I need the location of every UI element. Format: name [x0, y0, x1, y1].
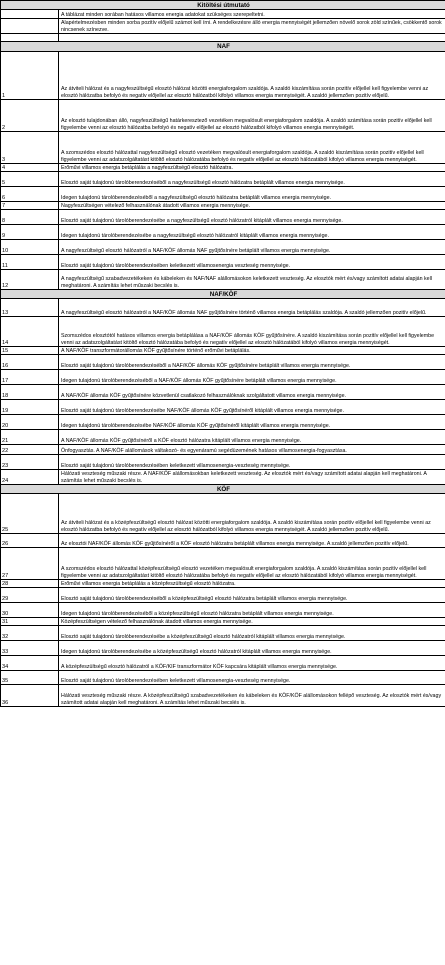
row-number: 25 — [1, 494, 59, 534]
instruction-text: Alapértelmezésben minden sorba pozitív előjelű számot kell írni. A rendelkezésre álló energia mennyiségét jellemzően növelő sorok zöld színűek, csökkentő sorok nincsenek színezve. — [59, 19, 445, 34]
row-number: 14 — [1, 317, 59, 347]
table-row — [1, 455, 445, 470]
row-description: A nagyfeszültségű elosztó hálózatról a NAF/KÖF állomás NAF gyűjtősínére történő villamos energia betáplálás szaldója. A szaldó jellemzően pozitív előjelű. — [59, 299, 445, 317]
table-row — [1, 671, 445, 685]
row-description: Nagyfeszültségen vételező felhasználónak átadott villamos energia mennyisége. — [59, 202, 445, 210]
row-number: 24 — [1, 470, 59, 485]
table-row — [1, 100, 445, 132]
table-row — [1, 299, 445, 317]
table-row — [1, 445, 445, 455]
row-description: Elosztó saját tulajdonú tárolóberendezéséből a nagyfeszültségű elosztó hálózatra betáplált villamos energia mennyisége. — [59, 172, 445, 187]
row-number: 30 — [1, 603, 59, 618]
table-row — [1, 210, 445, 225]
row-number: 32 — [1, 626, 59, 641]
row-number: 15 — [1, 347, 59, 355]
row-number: 16 — [1, 355, 59, 370]
table-row — [1, 317, 445, 347]
row-description: Idegen tulajdonú tárolóberendezéséből a nagyfeszültségű elosztó hálózatra betáplált villamos energia mennyisége. — [59, 187, 445, 202]
table-row — [1, 172, 445, 187]
table-row — [1, 270, 445, 290]
row-number: 13 — [1, 299, 59, 317]
row-number: 34 — [1, 656, 59, 671]
row-description: Erőművi villamos energia betáplálás a középfeszültségű elosztó hálózatra. — [59, 580, 445, 588]
table-row — [1, 187, 445, 202]
section-header-row — [1, 42, 445, 52]
row-number: 21 — [1, 430, 59, 445]
row-number: 29 — [1, 588, 59, 603]
row-number: 12 — [1, 270, 59, 290]
table-row — [1, 415, 445, 430]
row-description: Idegen tulajdonú tárolóberendezésébe a nagyfeszültségű elosztó hálózatról kitáplált villamos energia mennyisége. — [59, 225, 445, 240]
row-number: 2 — [1, 100, 59, 132]
table-row — [1, 385, 445, 400]
table-row — [1, 225, 445, 240]
row-number: 26 — [1, 534, 59, 548]
row-number: 6 — [1, 187, 59, 202]
instruction-number-cell — [1, 10, 59, 19]
instructions-title: Kitöltési útmutató — [1, 1, 445, 10]
row-number: 28 — [1, 580, 59, 588]
instructions-table-body — [1, 1, 445, 707]
row-description: A szomszédos elosztó hálózattal nagyfeszültségű elosztó vezetéken megvalósult energiaforgalom szaldója. A szaldó kiszámítása során pozitív előjellel kell figyelembe venni az adatszolgáltatást kitöltő elosztó hálózatába befolyó és negatív előjellel az elosztó hálózatából kifolyó villamos energia mennyiségét. — [59, 132, 445, 164]
row-description: Idegen tulajdonú tárolóberendezésébe NAF/KÖF állomás KÖF gyűjtősínéről kitáplált villamos energia mennyisége. — [59, 415, 445, 430]
table-row — [1, 618, 445, 626]
section-title: KÖF — [1, 485, 445, 494]
table-row — [1, 588, 445, 603]
row-description: Hálózati veszteség műszaki része. A NAF/KÖF alállomásokban keletkezett veszteség. Az elosztók mért és/vagy számított adatai alapján kell meghatároni. A számítás lehet műszaki becslés is. — [59, 470, 445, 485]
table-row — [1, 548, 445, 580]
row-number: 27 — [1, 548, 59, 580]
row-number: 11 — [1, 255, 59, 270]
row-number: 18 — [1, 385, 59, 400]
row-number: 3 — [1, 132, 59, 164]
instruction-text: A táblázat minden sorában hatásos villamos energia adatokat szükséges szerepeltetni. — [59, 10, 445, 19]
row-description: Elosztó saját tulajdonú tárolóberendezésében keletkezett villamosenergia-veszteség mennyisége. — [59, 671, 445, 685]
row-description: Középfeszültségen vételező felhasználónak átadott villamos energia mennyisége. — [59, 618, 445, 626]
row-description: Idegen tulajdonú tárolóberendezéséből a NAF/KÖF állomás KÖF gyűjtősínére betáplált villamos energia mennyisége. — [59, 370, 445, 385]
table-row — [1, 641, 445, 656]
spacer-row — [1, 34, 445, 42]
row-description: A NAF/KÖF állomás KÖF gyűjtősínéről a KÖF elosztó hálózatra kitáplált villamos energia mennyisége. — [59, 430, 445, 445]
table-row — [1, 470, 445, 485]
row-number: 7 — [1, 202, 59, 210]
table-row — [1, 370, 445, 385]
row-description: Szomszédos elosztótól hatásos villamos energia betáplálása a NAF/KÖF állomás KÖF gyűjtősínére. A szaldó kiszámítása során pozitív előjellel kell figyelembe venni az adatszolgáltatást kitöltő elosztó hálózatába befolyó és negatív előjellel az elosztó hálózatából kifolyó villamos energia mennyiségét. — [59, 317, 445, 347]
row-description: Idegen tulajdonú tárolóberendezésébe a középfeszültségű elosztó hálózatról kitáplált villamos energia mennyisége. — [59, 641, 445, 656]
table-row — [1, 52, 445, 100]
row-description: Elosztó saját tulajdonú tárolóberendezésében keletkezett villamosenergia-veszteség mennyisége. — [59, 455, 445, 470]
table-row — [1, 132, 445, 164]
row-description: Elosztó saját tulajdonú tárolóberendezéséből a NAF/KÖF állomás KÖF gyűjtősínére betáplált villamos energia mennyisége. — [59, 355, 445, 370]
row-description: A középfeszültségű elosztó hálózatról a KÖF/KIF transzformátor KÖF kapcsára kitáplált villamos energia mennyisége. — [59, 656, 445, 671]
table-row — [1, 255, 445, 270]
row-number: 1 — [1, 52, 59, 100]
table-row — [1, 534, 445, 548]
row-description: Az átviteli hálózat és a nagyfeszültségű elosztó hálózat közötti energiaforgalom szaldója. A szaldó kiszámítása során pozitív előjellel kell figyelembe venni az elosztó hálózatba befolyó és negatív előjellel az elosztó hálózatból kifolyó villamos energia mennyiségét. A szaldó jellemzően pozitív előjelű. — [59, 52, 445, 100]
row-description: A nagyfeszültségű szabadvezetékeken és kábeleken és NAF/NAF alállomásokon keletkezett veszteség. Az elosztók mért és/vagy számított adatai alapján kell meghatároni. A számítás lehet műszaki becslés is. — [59, 270, 445, 290]
table-row — [1, 494, 445, 534]
table-row — [1, 685, 445, 707]
row-number: 19 — [1, 400, 59, 415]
row-description: Az elosztó tulajdonában álló, nagyfeszültségű határkeresztező vezetéken megvalósult energiaforgalom szaldója. A szaldó számítása során pozitív előjellel kell figyelembe venni az elosztó hálózatba befolyó és negatív előjellel az elosztó hálózatból kifolyó villamos energia mennyiségét. — [59, 100, 445, 132]
row-description: Elosztó saját tulajdonú tárolóberendezésébe a középfeszültségű elosztó hálózatról kitáplált villamos energia mennyisége. — [59, 626, 445, 641]
row-description: Idegen tulajdonú tárolóberendezéséből a középfeszültségű elosztó hálózatra betáplált villamos energia mennyisége. — [59, 603, 445, 618]
table-row — [1, 355, 445, 370]
row-number: 20 — [1, 415, 59, 430]
table-row — [1, 626, 445, 641]
row-number: 10 — [1, 240, 59, 255]
section-header-row — [1, 290, 445, 299]
row-description: Az elosztói NAF/KÖF állomás KÖF gyűjtősínéről a KÖF elosztó hálózatra betáplált villamos energia mennyisége. A szaldó jellemzően pozitív előjelű. — [59, 534, 445, 548]
row-description: Az átviteli hálózat és a középfeszültségű elosztó hálózat közötti energiaforgalom szaldója. A szaldó kiszámítása során pozitív előjellel kell figyelembe venni az elosztó hálózatba befolyó és negatív előjellel az elosztó hálózatból kifolyó villamos energia mennyiségét. A szaldó jellemzően pozitív előjelű. — [59, 494, 445, 534]
row-description: Elosztó saját tulajdonú tárolóberendezésében keletkezett villamosenergia veszteség mennyisége. — [59, 255, 445, 270]
table-row — [1, 400, 445, 415]
row-description: A nagyfeszültségű elosztó hálózatról a NAF/KÖF állomás NAF gyűjtősínére betáplált villamos energia mennyisége. — [59, 240, 445, 255]
instruction-row — [1, 10, 445, 19]
row-number: 22 — [1, 445, 59, 455]
table-row — [1, 202, 445, 210]
row-number: 33 — [1, 641, 59, 656]
table-row — [1, 580, 445, 588]
row-number: 4 — [1, 164, 59, 172]
section-title: NAF — [1, 42, 445, 52]
row-description: Hálózati veszteség műszaki része. A középfeszültségű szabadvezetékeken és kábeleken és KÖF/KÖF alállomásokon fellépő veszteség. Az elosztók mért és/vagy számított adatai alapján kell meghatároni. A számítás lehet műszaki becslés is. — [59, 685, 445, 707]
row-number: 9 — [1, 225, 59, 240]
section-header-row — [1, 485, 445, 494]
spacer-cell — [1, 34, 59, 42]
spacer-cell — [59, 34, 445, 42]
table-row — [1, 430, 445, 445]
row-description: Önfogyasztás. A NAF/KÖF alállomások váltakozó- és egyenáramú segédüzemének hatásos villamosenergia-fogyasztása. — [59, 445, 445, 455]
row-description: Erőművi villamos energia betáplálás a nagyfeszültségű elosztó hálózatra. — [59, 164, 445, 172]
instructions-header-row — [1, 1, 445, 10]
row-description: A NAF/KÖF állomás KÖF gyűjtősínére közvetlenül csatlakozó felhasználóknak szolgáltatott villamos energia mennyisége. — [59, 385, 445, 400]
row-number: 31 — [1, 618, 59, 626]
row-number: 23 — [1, 455, 59, 470]
section-title: NAF/KÖF — [1, 290, 445, 299]
table-row — [1, 347, 445, 355]
table-row — [1, 240, 445, 255]
row-description: Elosztó saját tulajdonú tárolóberendezésébe a nagyfeszültségű elosztó hálózatról kitáplált villamos energia mennyisége. — [59, 210, 445, 225]
row-description: Elosztó saját tulajdonú tárolóberendezéséből a középfeszültségű elosztó hálózatra betáplált villamos energia mennyisége. — [59, 588, 445, 603]
table-row — [1, 603, 445, 618]
row-description: A szomszédos elosztó hálózattal középfeszültségű elosztó vezetéken megvalósult energiaforgalom szaldója. A szaldó kiszámítása során pozitív előjellel kell figyelembe venni az adatszolgáltatást kitöltő elosztó hálózatába befolyó és negatív előjellel az elosztó hálózatából kifolyó villamos energia mennyiségét. — [59, 548, 445, 580]
row-number: 8 — [1, 210, 59, 225]
row-number: 35 — [1, 671, 59, 685]
row-description: Elosztó saját tulajdonú tárolóberendezésébe NAF/KÖF állomás KÖF gyűjtősínéről kitáplált villamos energia mennyisége. — [59, 400, 445, 415]
table-row — [1, 164, 445, 172]
table-row — [1, 656, 445, 671]
row-number: 17 — [1, 370, 59, 385]
row-number: 36 — [1, 685, 59, 707]
instruction-row — [1, 19, 445, 34]
row-description: A NAF/KÖF transzformátorállomás KÖF gyűjtősínére történő erőművi betáplálás. — [59, 347, 445, 355]
row-number: 5 — [1, 172, 59, 187]
instruction-number-cell — [1, 19, 59, 34]
